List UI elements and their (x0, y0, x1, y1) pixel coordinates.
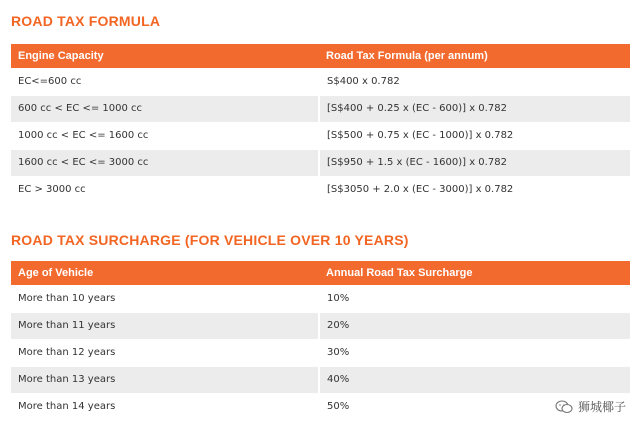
vehicle-age-cell: More than 10 years (11, 285, 319, 312)
surcharge-cell: 10% (319, 285, 630, 312)
surcharge-cell: 20% (319, 312, 630, 339)
table-row (11, 366, 630, 393)
column-header-age-of-vehicle: Age of Vehicle (11, 261, 319, 285)
formula-cell: [S$400 + 0.25 x (EC - 600)] x 0.782 (319, 95, 630, 122)
road-tax-formula-table (11, 44, 630, 204)
table-header-row (11, 261, 630, 285)
vehicle-age-cell: More than 14 years (11, 393, 319, 420)
wechat-icon (555, 400, 573, 414)
table-row (11, 393, 630, 420)
vehicle-age-cell: More than 11 years (11, 312, 319, 339)
engine-capacity-cell: 600 cc < EC <= 1000 cc (11, 95, 319, 122)
formula-cell: S$400 x 0.782 (319, 68, 630, 95)
table-row (11, 122, 630, 149)
vehicle-age-cell: More than 13 years (11, 366, 319, 393)
watermark-text: 狮城椰子 (577, 400, 626, 414)
table-row (11, 176, 630, 203)
watermark (555, 398, 626, 415)
formula-cell: [S$500 + 0.75 x (EC - 1000)] x 0.782 (319, 122, 630, 149)
surcharge-cell: 30% (319, 339, 630, 366)
surcharge-cell: 50% (319, 393, 630, 420)
formula-cell: [S$3050 + 2.0 x (EC - 3000)] x 0.782 (319, 176, 630, 203)
engine-capacity-cell: EC > 3000 cc (11, 176, 319, 203)
engine-capacity-cell: 1000 cc < EC <= 1600 cc (11, 122, 319, 149)
vehicle-age-cell: More than 12 years (11, 339, 319, 366)
table-row (11, 285, 630, 312)
engine-capacity-cell: 1600 cc < EC <= 3000 cc (11, 149, 319, 176)
table-row (11, 68, 630, 95)
engine-capacity-cell: EC<=600 cc (11, 68, 319, 95)
road-tax-surcharge-table (11, 261, 630, 421)
column-header-annual-surcharge: Annual Road Tax Surcharge (319, 261, 630, 285)
column-header-engine-capacity: Engine Capacity (11, 44, 319, 68)
formula-cell: [S$950 + 1.5 x (EC - 1600)] x 0.782 (319, 149, 630, 176)
table-row (11, 312, 630, 339)
table-row (11, 339, 630, 366)
table-row (11, 149, 630, 176)
surcharge-section-title: ROAD TAX SURCHARGE (FOR VEHICLE OVER 10 YEARS) (11, 232, 409, 248)
formula-section-title: ROAD TAX FORMULA (11, 13, 161, 29)
surcharge-cell: 40% (319, 366, 630, 393)
table-row (11, 95, 630, 122)
table-header-row (11, 44, 630, 68)
column-header-road-tax-formula: Road Tax Formula (per annum) (319, 44, 630, 68)
